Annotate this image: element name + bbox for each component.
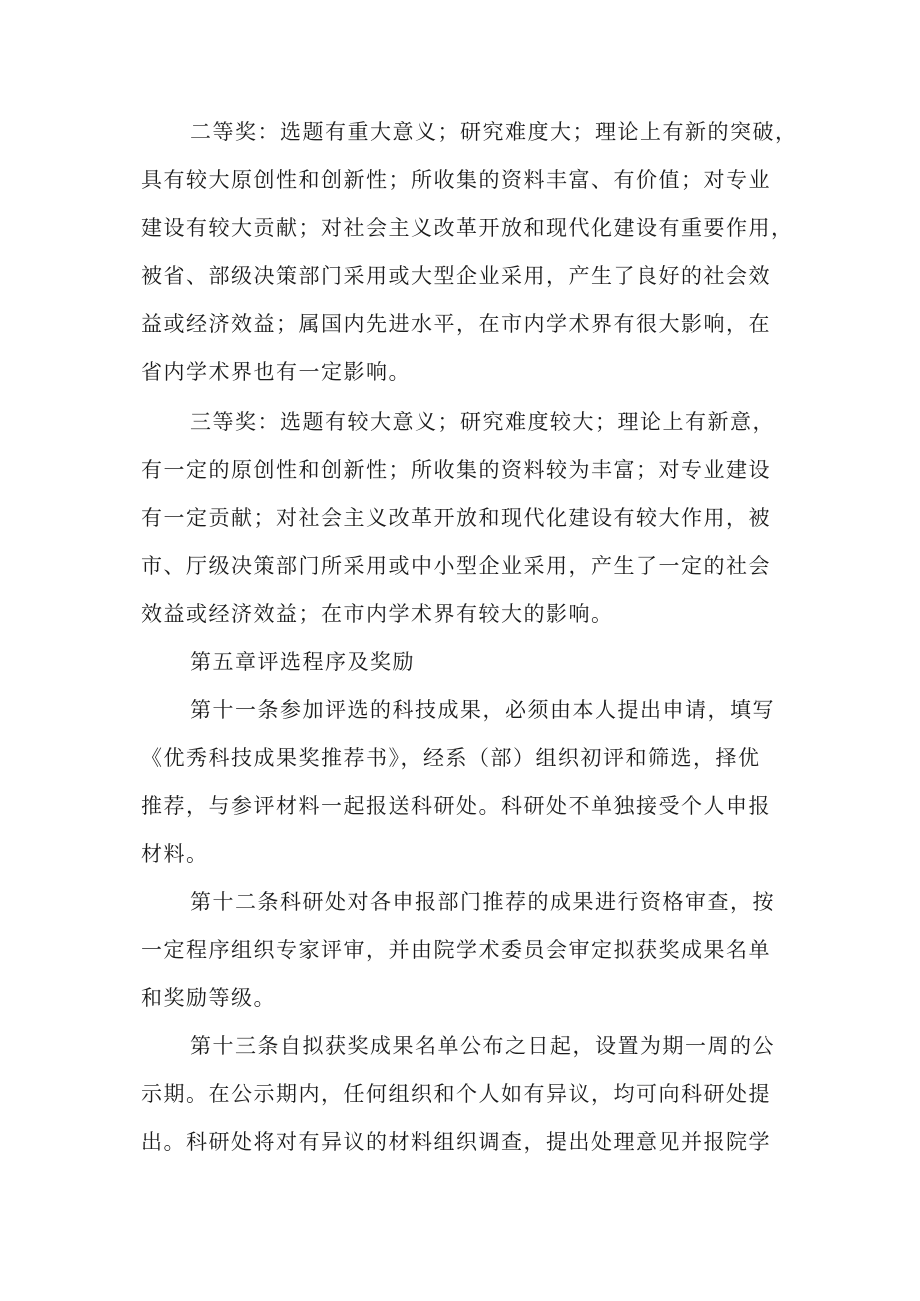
text-line: 一定程序组织专家评审，并由院学术委员会审定拟获奖成果名单 [141,938,771,962]
text-line: 被省、部级决策部门采用或大型企业采用，产生了良好的社会效 [141,264,771,288]
text-line: 益或经济效益；属国内先进水平，在市内学术界有很大影响，在 [141,312,771,336]
text-line: 有一定贡献；对社会主义改革开放和现代化建设有较大作用，被 [141,506,771,530]
paragraph-article-12 [0,878,920,1022]
text-line: 出。科研处将对有异议的材料组织调查，提出处理意见并报院学 [141,1130,771,1154]
text-line: 第十二条科研处对各申报部门推荐的成果进行资格审查，按 [190,890,775,914]
text-line: 具有较大原创性和创新性；所收集的资料丰富、有价值；对专业 [141,168,771,192]
paragraph-third-prize [0,398,920,638]
text-line: 市、厅级决策部门所采用或中小型企业采用，产生了一定的社会 [141,554,771,578]
text-line: 示期。在公示期内，任何组织和个人如有异议，均可向科研处提 [141,1082,771,1106]
paragraph-second-prize [0,108,920,396]
text-line: 材料。 [141,842,209,866]
text-line: 和奖励等级。 [141,986,276,1010]
chapter-title: 第五章评选程序及奖励 [190,650,415,674]
text-line: 《优秀科技成果奖推荐书》，经系（部）组织初评和筛选，择优 [141,746,761,770]
text-line: 二等奖：选题有重大意义；研究难度大；理论上有新的突破， [190,120,798,144]
text-line: 第十一条参加评选的科技成果，必须由本人提出申请，填写 [190,698,775,722]
text-line: 建设有较大贡献；对社会主义改革开放和现代化建设有重要作用， [141,216,794,240]
chapter-heading [0,638,920,686]
text-line: 三等奖：选题有较大意义；研究难度较大；理论上有新意， [190,410,775,434]
paragraph-article-13 [0,1022,920,1166]
text-line: 效益或经济效益；在市内学术界有较大的影响。 [141,602,614,626]
text-line: 有一定的原创性和创新性；所收集的资料较为丰富；对专业建设 [141,458,771,482]
text-line: 推荐，与参评材料一起报送科研处。科研处不单独接受个人申报 [141,794,771,818]
text-line: 省内学术界也有一定影响。 [141,360,411,384]
paragraph-article-11 [0,686,920,878]
text-line: 第十三条自拟获奖成果名单公布之日起，设置为期一周的公 [190,1034,775,1058]
